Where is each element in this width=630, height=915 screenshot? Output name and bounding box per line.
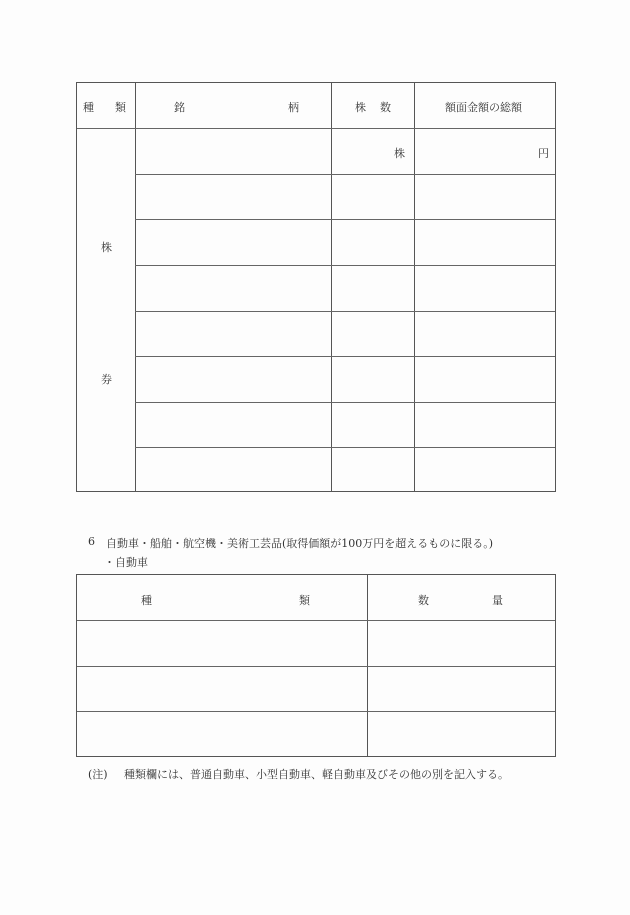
row-divider [135,356,555,357]
column-divider [135,83,136,491]
category-label-top: 株 [101,241,112,254]
row-divider [135,447,555,448]
category-label-bottom: 券 [101,373,112,386]
header-qty-a: 数 [418,594,429,607]
column-divider [331,83,332,491]
section-heading: 自動車・船舶・航空機・美術工芸品(取得価額が100万円を超えるものに限る。) [106,537,494,550]
unit-yen: 円 [538,147,549,160]
header-kind-b: 類 [299,594,310,607]
header-name-b: 柄 [288,101,299,114]
section-number: 6 [88,535,95,548]
header-face-value-total: 額面金額の総額 [445,101,522,114]
row-divider [135,174,555,175]
header-shares-a: 株 [355,101,366,114]
row-divider [77,711,555,712]
stocks-table [76,82,556,492]
header-kind-a: 種 [83,101,94,114]
unit-shares: 株 [394,147,405,160]
column-divider [414,83,415,491]
vehicles-table [76,574,556,757]
header-kind-b: 類 [115,101,126,114]
note-text: 種類欄には、普通自動車、小型自動車、軽自動車及びその他の別を記入する。 [124,768,509,781]
row-divider [135,311,555,312]
row-divider [135,265,555,266]
header-divider [77,128,555,129]
header-divider [77,620,555,621]
header-kind-a: 種 [141,594,152,607]
section-subheading: ・自動車 [104,556,148,569]
note-label: (注) [88,768,108,781]
row-divider [77,666,555,667]
row-divider [135,402,555,403]
row-divider [135,219,555,220]
header-qty-b: 量 [492,594,503,607]
header-name-a: 銘 [174,101,185,114]
header-shares-b: 数 [380,101,391,114]
